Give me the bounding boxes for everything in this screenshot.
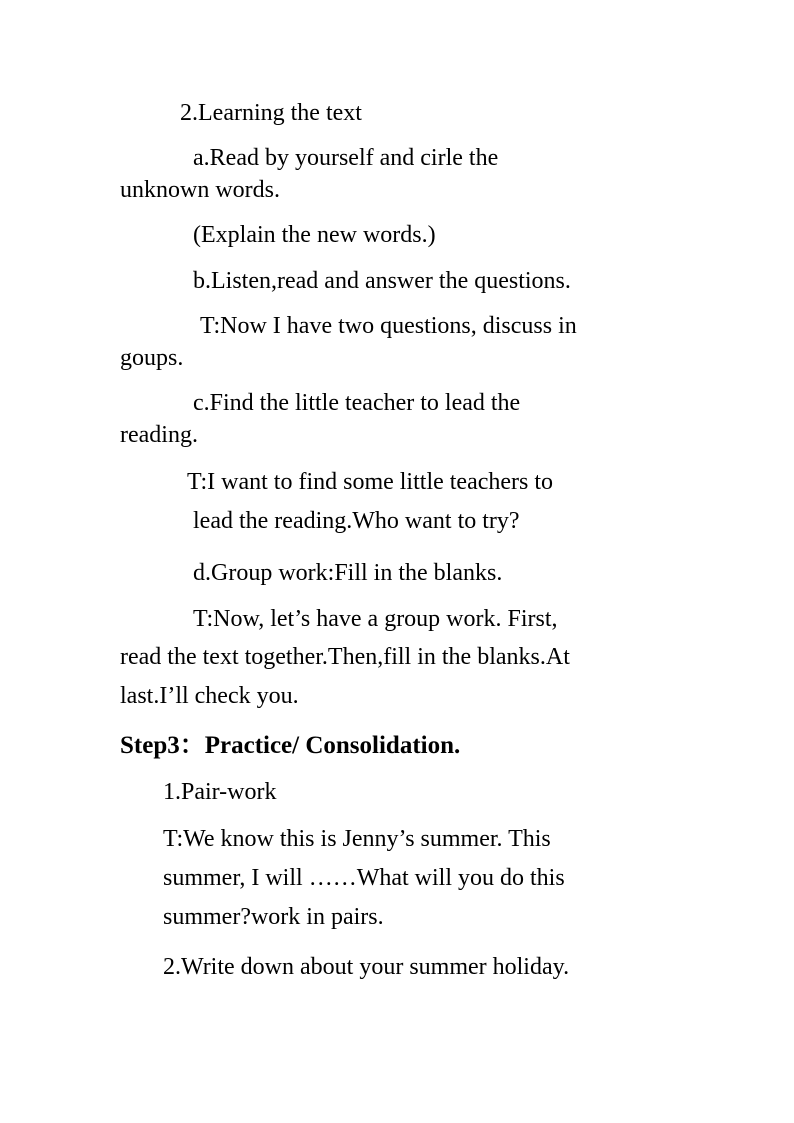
step-d-teacher-line2: read the text together.Then,fill in the blanks.At [120, 644, 570, 670]
step3-item1-teacher-line3: summer?work in pairs. [163, 904, 384, 930]
step-d-teacher-line3: last.I’ll check you. [120, 683, 299, 709]
step3-heading: Step3：Practice/ Consolidation. [120, 732, 461, 759]
step-a-line2: unknown words. [120, 177, 280, 203]
step3-item1-teacher-line2: summer, I will ……What will you do this [163, 865, 565, 891]
step-b: b.Listen,read and answer the questions. [193, 268, 571, 294]
step-c-line2: reading. [120, 422, 198, 448]
step-c-teacher-line2: lead the reading.Who want to try? [193, 508, 520, 534]
step3-item1: 1.Pair-work [163, 779, 277, 805]
step3-item2: 2.Write down about your summer holiday. [163, 954, 570, 980]
step-b-teacher-line1: T:Now I have two questions, discuss in [200, 313, 577, 339]
step-a-note: (Explain the new words.) [193, 222, 436, 248]
step-d: d.Group work:Fill in the blanks. [193, 560, 503, 586]
step-b-teacher-line2: goups. [120, 345, 184, 371]
step-c-teacher-line1: T:I want to find some little teachers to [187, 469, 554, 495]
step-a-line1: a.Read by yourself and cirle the [193, 145, 499, 171]
step-c-line1: c.Find the little teacher to lead the [193, 390, 521, 416]
step3-item1-teacher-line1: T:We know this is Jenny’s summer. This [163, 826, 551, 852]
step-d-teacher-line1: T:Now, let’s have a group work. First, [193, 606, 558, 632]
section-heading-learning-text: 2.Learning the text [180, 100, 362, 126]
